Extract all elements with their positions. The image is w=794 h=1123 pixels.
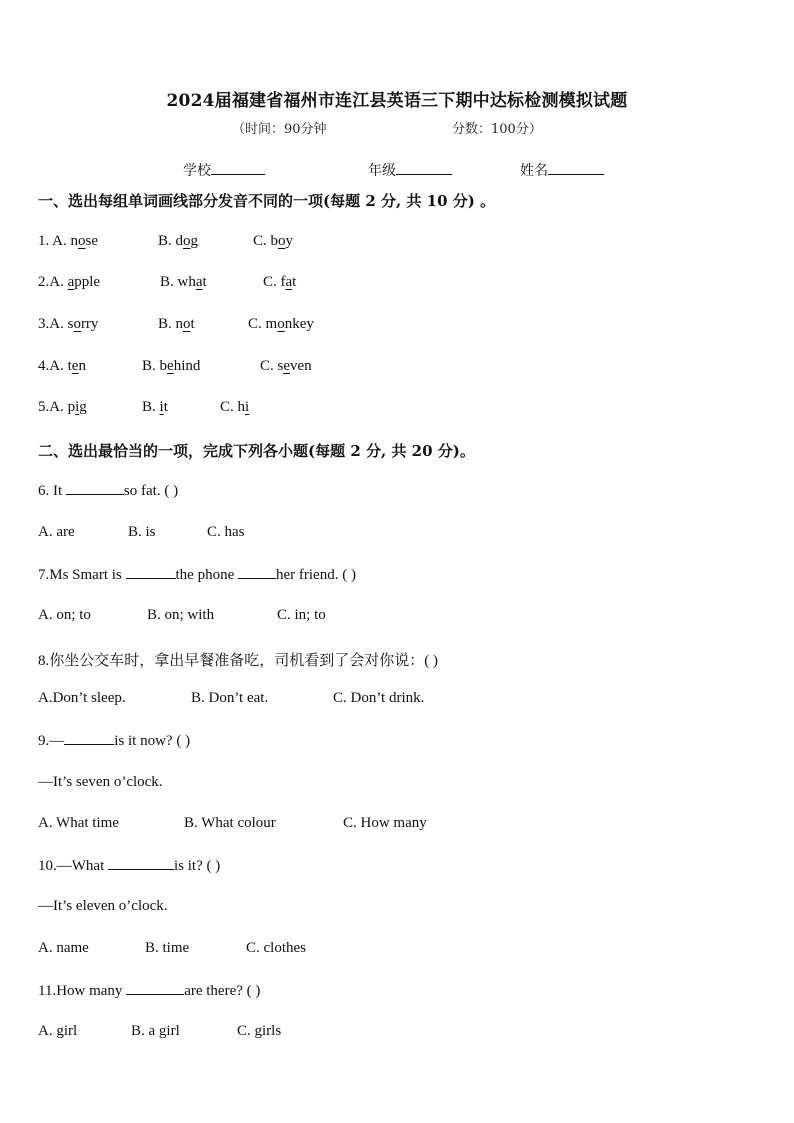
question-11-options	[38, 1023, 282, 1040]
name-blank[interactable]	[548, 160, 604, 175]
q6-option-c[interactable]: C. has	[207, 524, 245, 540]
q6-option-a[interactable]: A. are	[38, 524, 75, 540]
question-2: 2.A. apple B. what C. fat	[38, 274, 297, 290]
question-5: 5.A. pig B. it C. hi	[38, 399, 250, 415]
q8-option-b[interactable]: B. Don’t eat.	[191, 690, 269, 706]
q5-option-c[interactable]: C. hi	[220, 399, 250, 415]
answer-blank[interactable]	[64, 732, 114, 745]
question-9: 9.— is it now? ( )	[38, 733, 191, 749]
q6-option-b[interactable]: B. is	[128, 524, 156, 540]
q2-option-b[interactable]: B. what	[160, 274, 207, 290]
answer-blank[interactable]	[238, 566, 276, 579]
question-8: 8.你坐公交车时，拿出早餐准备吃，司机看到了会对你说：( )	[38, 653, 438, 669]
q11-option-c[interactable]: C. girls	[237, 1023, 282, 1039]
q5-option-b[interactable]: B. it	[142, 399, 168, 415]
q9-option-c[interactable]: C. How many	[343, 815, 427, 831]
q7-option-c[interactable]: C. in; to	[277, 607, 326, 623]
question-3: 3.A. sorry B. not C. monkey	[38, 316, 314, 332]
section-1-heading: 一、选出每组单词画线部分发音不同的一项(每题 2 分, 共 10 分) 。	[38, 192, 496, 210]
q7-option-b[interactable]: B. on; with	[147, 607, 215, 623]
q10-option-b[interactable]: B. time	[145, 940, 190, 956]
answer-blank[interactable]	[126, 566, 176, 579]
question-7: 7.Ms Smart is the phone her friend. ( )	[38, 567, 356, 583]
school-blank[interactable]	[211, 160, 265, 175]
total-score: 分数：100分）	[452, 122, 542, 137]
question-8-options	[38, 690, 425, 707]
question-10: 10.—What is it? ( )	[38, 858, 221, 874]
name-field[interactable]	[520, 160, 604, 180]
q1-option-b[interactable]: B. dog	[158, 233, 199, 249]
school-field[interactable]	[183, 160, 265, 180]
q3-option-c[interactable]: C. monkey	[248, 316, 314, 332]
time-limit: （时间：90分钟	[232, 122, 327, 137]
question-10-options	[38, 940, 306, 957]
question-6-options	[38, 524, 245, 541]
q7-option-a[interactable]: A. on; to	[38, 607, 91, 623]
q1-option-c[interactable]: C. boy	[253, 233, 294, 249]
question-9-options	[38, 815, 427, 832]
grade-label: 年级	[368, 163, 396, 179]
q8-option-c[interactable]: C. Don’t drink.	[333, 690, 425, 706]
answer-blank[interactable]	[126, 982, 184, 995]
q10-option-c[interactable]: C. clothes	[246, 940, 306, 956]
q2-option-c[interactable]: C. fat	[263, 274, 297, 290]
question-4: 4.A. ten B. behind C. seven	[38, 358, 312, 374]
answer-blank[interactable]	[108, 857, 174, 870]
question-11: 11.How many are there? ( )	[38, 983, 261, 999]
question-9-response: —It’s seven o’clock.	[38, 774, 163, 790]
grade-blank[interactable]	[396, 160, 452, 175]
answer-blank[interactable]	[66, 482, 124, 495]
q9-option-a[interactable]: A. What time	[38, 815, 119, 831]
q4-option-b[interactable]: B. behind	[142, 358, 201, 374]
question-10-response: —It’s eleven o’clock.	[38, 898, 168, 914]
question-6: 6. It so fat. ( )	[38, 483, 179, 499]
question-7-options	[38, 607, 326, 624]
q3-option-b[interactable]: B. not	[158, 316, 195, 332]
q9-option-b[interactable]: B. What colour	[184, 815, 276, 831]
q8-option-a[interactable]: A.Don’t sleep.	[38, 690, 126, 706]
q11-option-b[interactable]: B. a girl	[131, 1023, 180, 1039]
school-label: 学校	[183, 163, 211, 179]
question-1: 1. A. nose B. dog C. boy	[38, 233, 294, 249]
q11-option-a[interactable]: A. girl	[38, 1023, 78, 1039]
page-title: 2024届福建省福州市连江县英语三下期中达标检测模拟试题	[166, 91, 628, 111]
section-2-heading: 二、选出最恰当的一项，完成下列各小题(每题 2 分, 共 20 分)。	[38, 442, 475, 460]
q4-option-c[interactable]: C. seven	[260, 358, 312, 374]
name-label: 姓名	[520, 163, 548, 179]
q10-option-a[interactable]: A. name	[38, 940, 89, 956]
grade-field[interactable]	[368, 160, 452, 180]
